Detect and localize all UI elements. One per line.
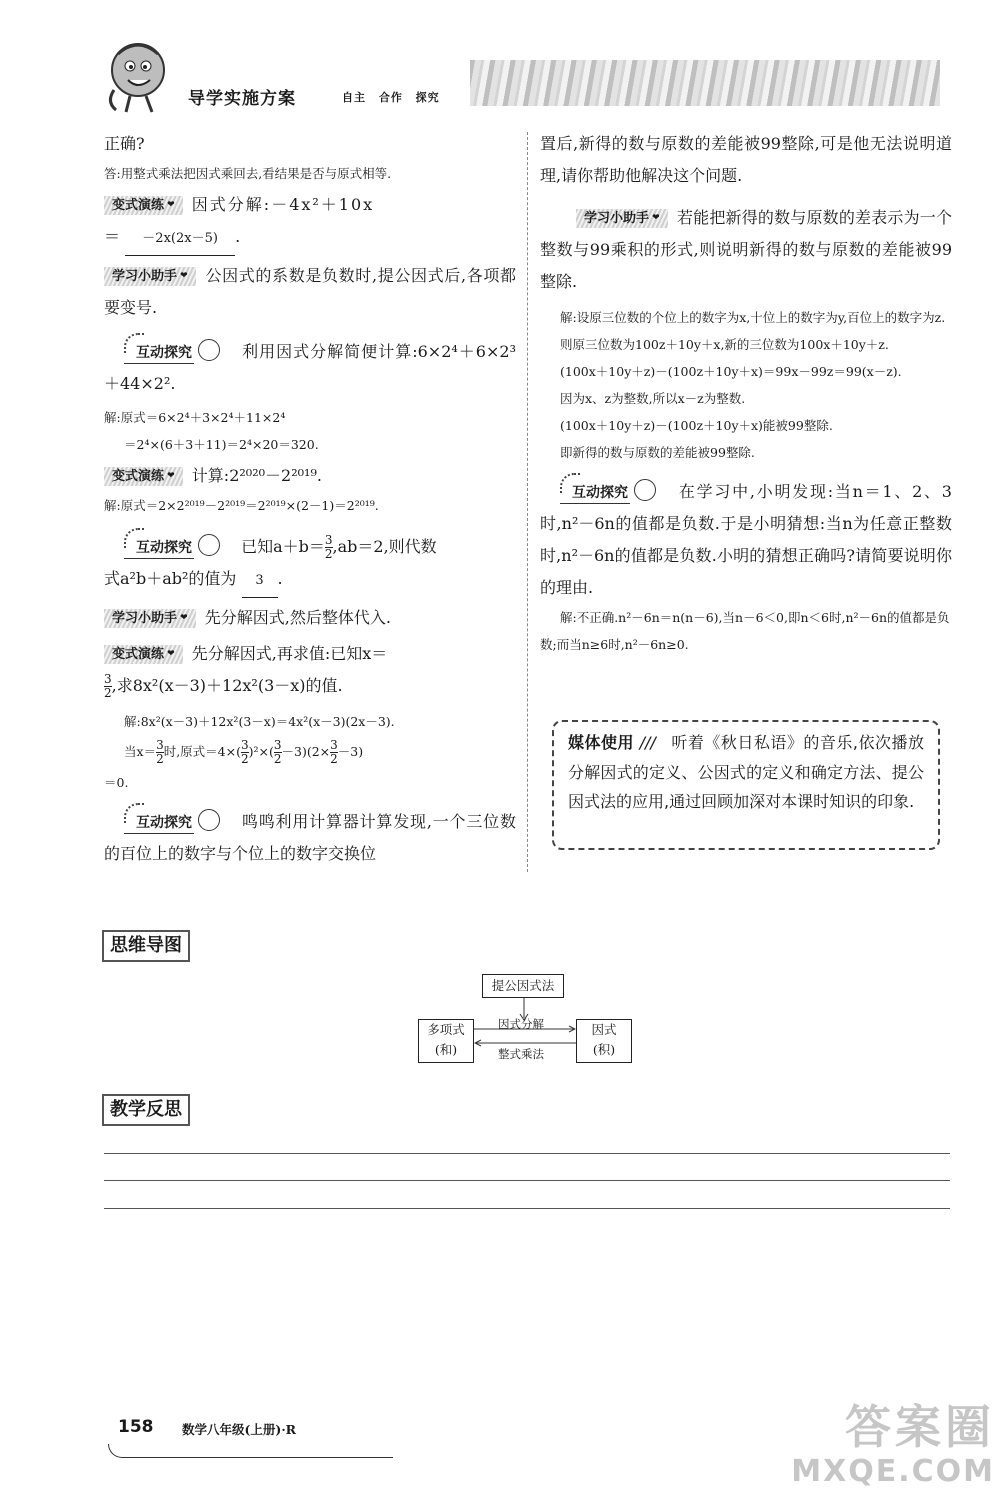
explore-2-line2-text: 式a²b＋ab²的值为 <box>104 569 237 588</box>
box-text: 因式 <box>591 1022 617 1037</box>
interactive-explore-tag: 互动探究 <box>124 343 194 364</box>
header-decoration <box>470 60 940 106</box>
mind-map-top-box: 提公因式法 <box>482 974 564 998</box>
explore-4 <box>540 476 952 604</box>
solution-line: ＝0. <box>104 775 129 790</box>
variant-exercise-tag: 变式演练 ❤ <box>104 645 183 664</box>
media-use-text <box>568 728 924 817</box>
header-tags: 自主 合作 探究 <box>342 91 440 104</box>
page-number: 158 <box>118 1417 154 1437</box>
left-column <box>104 128 516 870</box>
helper-3 <box>540 202 952 298</box>
explore-1 <box>104 336 516 400</box>
solution-line: 即新得的数与原数的差能被99整除. <box>560 445 755 460</box>
writing-line <box>104 1153 950 1154</box>
watermark-url: MXQE.COM <box>791 1454 995 1489</box>
book-title: 数学八年级(上册)·R <box>182 1422 297 1437</box>
circle-icon <box>198 534 220 556</box>
solution-line: ＝2⁴×(6＋3＋11)＝2⁴×20＝320. <box>124 437 319 452</box>
writing-line <box>104 1208 950 1209</box>
variant-exercise-tag: 变式演练 ❤ <box>104 467 183 486</box>
forward-label: 因式分解 <box>498 1017 544 1031</box>
reflection-label: 教学反思 <box>102 1094 190 1126</box>
solution-line: 解:设原三位数的个位上的数字为x,十位上的数字为y,百位上的数字为z. <box>560 310 946 325</box>
solution-line: 解:8x²(x－3)＋12x²(3－x)＝4x²(x－3)(2x－3). <box>124 714 395 729</box>
exercise-1 <box>104 189 516 221</box>
circle-icon <box>198 339 220 361</box>
circle-icon <box>634 479 656 501</box>
box-text: (积) <box>592 1042 616 1057</box>
fraction-three-halves: $\frac{3}{2}$ <box>324 533 333 561</box>
circle-icon <box>198 809 220 831</box>
mascot-icon <box>100 40 170 115</box>
media-use-tag: 媒体使用 /// <box>568 733 656 752</box>
box-text: (和) <box>434 1042 458 1057</box>
study-helper-tag: 学习小助手 ❤ <box>104 609 196 628</box>
solution-text: )²×( <box>248 744 274 759</box>
solution-line: (100x＋10y＋z)－(100z＋10y＋x)＝99x－99z＝99(x－z). <box>560 364 902 379</box>
period: . <box>277 569 283 588</box>
mind-map-label: 思维导图 <box>102 930 190 962</box>
equals-sign: ＝ <box>104 227 121 246</box>
backward-label: 整式乘法 <box>498 1047 544 1061</box>
media-use-body: 听着《秋日私语》的音乐,依次播放分解因式的定义、公因式的定义和确定方法、提公因式法的应用,通过回顾加深对本课时知识的印象. <box>568 733 924 811</box>
fraction-three-halves: $\frac{3}{2}$ <box>330 738 338 766</box>
fraction-three-halves: $\frac{3}{2}$ <box>104 672 112 700</box>
right-column <box>540 128 952 658</box>
explore-1-text: 利用因式分解简便计算:6×2⁴＋6×2³＋44×2². <box>104 342 516 393</box>
solution-line: 则原三位数为100z＋10y＋x,新的三位数为100x＋10y＋z. <box>560 337 889 352</box>
fraction-three-halves: $\frac{3}{2}$ <box>156 738 164 766</box>
exercise-3 <box>104 638 516 670</box>
solution-line: 解:不正确.n²－6n＝n(n－6),当n－6＜0,即n＜6时,n²－6n的值都是负数;而当n≥6时,n²－6n≥0. <box>540 610 950 652</box>
solution-line: 因为x、z为整数,所以x－z为整数. <box>560 391 746 406</box>
explore-3 <box>104 806 516 870</box>
solution-line: 解:原式＝6×2⁴＋3×2⁴＋11×2⁴ <box>104 410 286 425</box>
explore-2 <box>104 531 516 563</box>
text-line: 正确? <box>104 134 145 153</box>
solution-text: 当x＝ <box>124 744 157 759</box>
column-divider <box>527 132 528 872</box>
solution-line: (100x＋10y＋z)－(100z＋10y＋x)能被99整除. <box>560 418 833 433</box>
exercise-3-line2 <box>104 670 516 702</box>
study-helper-tag: 学习小助手 ❤ <box>576 209 668 228</box>
interactive-explore-tag: 互动探究 <box>124 813 194 834</box>
watermark <box>770 1400 995 1500</box>
exercise-3-line2-text: ,求8x²(x－3)＋12x²(3－x)的值. <box>111 676 343 695</box>
fraction-three-halves: $\frac{3}{2}$ <box>273 738 282 766</box>
mind-map-right-box <box>576 1019 632 1063</box>
exercise-1-answer: －2x(2x－5) <box>125 223 235 256</box>
box-text: 多项式 <box>427 1022 465 1037</box>
fraction-three-halves: $\frac{3}{2}$ <box>240 738 249 766</box>
exercise-3-text: 先分解因式,再求值:已知x＝ <box>191 644 388 663</box>
solution-text: 时,原式＝4×( <box>163 744 241 759</box>
footer-curve <box>108 1444 393 1458</box>
watermark-text: 答案圈 <box>845 1400 995 1454</box>
exercise-2-text: 计算:2²⁰²⁰－2²⁰¹⁹. <box>191 466 322 485</box>
header-title: 导学实施方案 <box>188 89 296 109</box>
interactive-explore-tag: 互动探究 <box>124 538 194 559</box>
media-use-box <box>552 720 940 850</box>
exercise-1-answer-line: ＝ －2x(2x－5) . <box>104 221 516 256</box>
explore-2-post: ,ab＝2,则代数 <box>332 537 437 556</box>
study-helper-tag: 学习小助手 ❤ <box>104 267 196 286</box>
variant-exercise-tag: 变式演练 ❤ <box>104 196 183 215</box>
helper-2-text: 先分解因式,然后整体代入. <box>204 608 391 627</box>
helper-2 <box>104 602 516 634</box>
helper-3-text: 若能把新得的数与原数的差表示为一个整数与99乘积的形式,则说明新得的数与原数的差能被99整除. <box>540 208 952 291</box>
text-paragraph: 置后,新得的数与原数的差能被99整除,可是他无法说明道理,请你帮助他解决这个问题. <box>540 134 952 185</box>
explore-3-text: 鸣鸣利用计算器计算发现,一个三位数的百位上的数字与个位上的数字交换位 <box>104 812 516 863</box>
interactive-explore-tag: 互动探究 <box>560 483 630 504</box>
explore-2-line2 <box>104 563 516 598</box>
helper-1-text: 公因式的系数是负数时,提公因式后,各项都要变号. <box>104 266 516 317</box>
solution-text: －3)(2× <box>281 744 331 759</box>
solution-line: 解:原式＝2×2²⁰¹⁹－2²⁰¹⁹＝2²⁰¹⁹×(2－1)＝2²⁰¹⁹. <box>104 498 379 513</box>
helper-1 <box>104 260 516 324</box>
explore-2-answer: 3 <box>242 565 278 598</box>
solution-line-2 <box>104 735 516 769</box>
answer-line: 答:用整式乘法把因式乘回去,看结果是否与原式相等. <box>104 166 392 181</box>
solution-text: －3) <box>337 744 364 759</box>
explore-2-pre: 已知a＋b＝ <box>241 537 325 556</box>
exercise-2 <box>104 460 516 492</box>
explore-4-text: 在学习中,小明发现:当n＝1、2、3时,n²－6n的值都是负数.于是小明猜想:当n为任意正整数时,n²－6n的值都是负数.小明的猜想正确吗?请简要说明你的理由. <box>540 482 952 597</box>
exercise-1-text: 因式分解:－4x²＋10x <box>191 195 375 214</box>
writing-line <box>104 1180 950 1181</box>
mind-map-left-box <box>418 1019 474 1063</box>
